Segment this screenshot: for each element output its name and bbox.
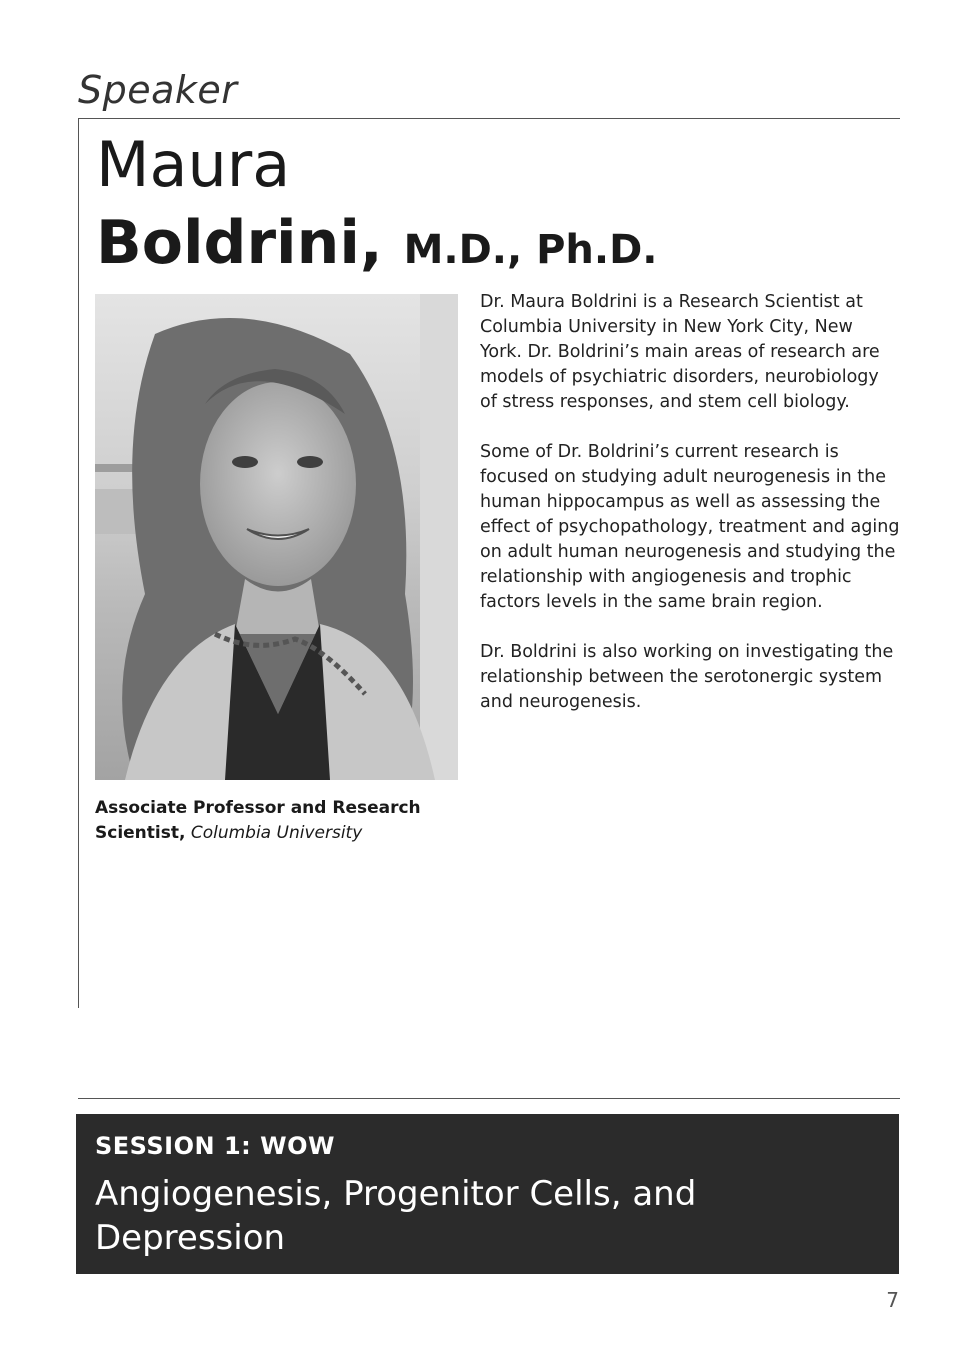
session-kicker: SESSION 1: WOW	[95, 1132, 335, 1160]
speaker-last-name: Boldrini,	[96, 208, 383, 278]
section-label: Speaker	[78, 68, 238, 112]
session-banner	[76, 1114, 899, 1274]
bio-paragraph: Dr. Maura Boldrini is a Research Scientist at Columbia University in New York City, New York. Dr. Boldrini’s main areas of research are models of psychiatric disorders, neurobiology of stress responses, and stem cell biology.	[480, 292, 880, 412]
left-divider	[78, 118, 79, 1008]
bio-paragraph: Dr. Boldrini is also working on investigating the relationship between the serotonergic system and neurogenesis.	[480, 642, 894, 712]
speaker-first-name: Maura	[96, 128, 291, 201]
speaker-bio	[480, 290, 900, 740]
page-number: 7	[886, 1288, 899, 1312]
speaker-affiliation: Columbia University	[190, 823, 363, 843]
session-title: Angiogenesis, Progenitor Cells, and Depression	[95, 1174, 697, 1258]
speaker-photo	[95, 294, 458, 780]
bio-paragraph: Some of Dr. Boldrini’s current research is focused on studying adult neurogenesis in the human hippocampus as well as assessing the effect of psychopathology, treatment and aging on adult human neurogenesis and studying the relationship with angiogenesis and trophic factors levels in the same brain region.	[480, 442, 900, 612]
speaker-degrees: M.D., Ph.D.	[403, 227, 658, 273]
speaker-caption	[95, 796, 475, 846]
top-divider	[78, 118, 900, 119]
bottom-divider	[78, 1098, 900, 1099]
speaker-last-name-line	[96, 208, 658, 278]
speaker-title: Associate Professor and Research Scientist,	[95, 798, 421, 843]
